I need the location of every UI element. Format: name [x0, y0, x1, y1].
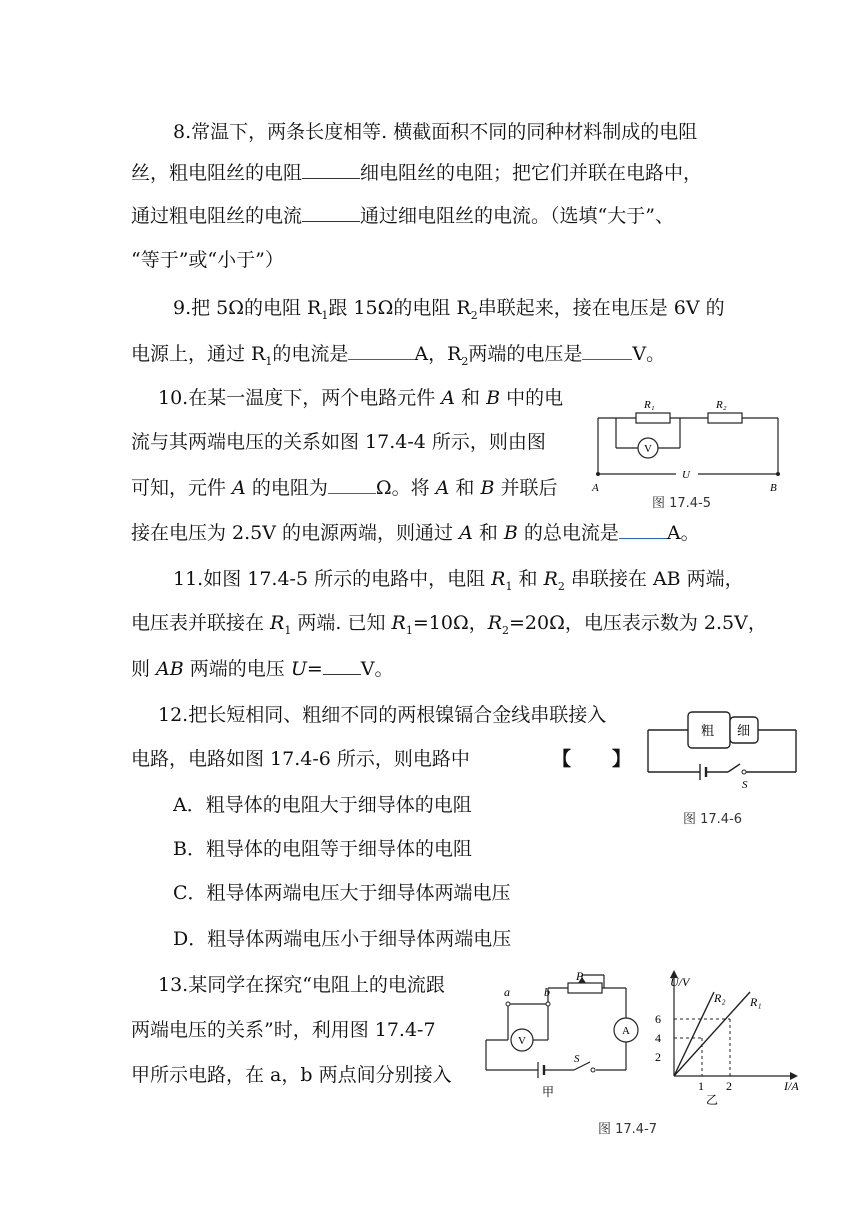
y-tick-6: 6 — [655, 1012, 661, 1026]
q8-line-4: “等于”或“小于”） — [131, 249, 284, 271]
option-c[interactable]: C．粗导体两端电压大于细导体两端电压 — [173, 882, 511, 904]
q10-text: 和 — [472, 522, 504, 544]
q8-line-3 — [131, 203, 674, 228]
q11-text: 和 — [512, 568, 544, 590]
voltmeter-label: V — [644, 443, 652, 455]
q11-text: = — [306, 658, 323, 680]
var-A: A — [459, 522, 473, 544]
q9-text: A，R — [414, 343, 462, 365]
figure-caption: 图 17.4-5 — [652, 496, 712, 511]
q13-line-1: 13.某同学在探究“电阻上的电流跟 — [158, 974, 445, 996]
q9-line-1 — [173, 296, 725, 320]
thin-wire-label: 细 — [737, 723, 751, 738]
subscript: 2 — [502, 623, 510, 637]
answer-blank[interactable] — [323, 656, 361, 675]
q12-line-1: 12.把长短相同、粗细不同的两根镍镉合金线串联接入 — [158, 704, 607, 726]
q8-line-2 — [131, 160, 702, 185]
answer-blank[interactable] — [619, 520, 667, 539]
terminal-a-dot — [596, 472, 600, 476]
circuit-diagram-17-4-5 — [586, 394, 786, 498]
q11-text: 则 — [131, 658, 157, 680]
q9-text: V。 — [632, 343, 666, 365]
q9-text: 9.把 5Ω的电阻 R — [173, 297, 322, 319]
var-A: A — [435, 477, 450, 499]
label-b: B — [770, 482, 777, 494]
subscript: 1 — [265, 354, 273, 368]
q9-line-2 — [131, 341, 665, 366]
q8-text: 通过粗电阻丝的电流 — [131, 205, 303, 227]
label-r2: R₂ — [716, 399, 727, 411]
q10-text: 可知，元件 — [131, 477, 233, 499]
var-A: A — [232, 477, 246, 499]
point-a-dot — [506, 1002, 510, 1006]
y-tick-2: 2 — [655, 1050, 661, 1064]
q10-text: 10.在某一温度下，两个电路元件 — [158, 387, 442, 409]
option-d[interactable]: D．粗导体两端电压小于细导体两端电压 — [173, 928, 512, 950]
label-r1: R₁ — [644, 399, 655, 411]
point-b-dot — [546, 1002, 550, 1006]
u-i-graph-17-4-7-yi — [650, 966, 808, 1108]
label-p: P — [576, 969, 584, 983]
q9-text: 跟 15Ω的电阻 R — [328, 297, 471, 319]
switch-contact — [742, 770, 746, 774]
switch-label: S — [742, 779, 748, 791]
var-r: R — [491, 568, 506, 590]
q10-line-3 — [131, 475, 557, 500]
q10-text: A。 — [666, 522, 700, 544]
q13-line-2: 两端电压的关系”时，利用图 17.4-7 — [131, 1019, 436, 1041]
subscript: 2 — [470, 308, 478, 322]
answer-blank[interactable] — [348, 341, 414, 360]
thick-wire-label: 粗 — [701, 723, 715, 738]
var-r: R — [487, 612, 503, 634]
option-a[interactable]: A．粗导体的电阻大于细导体的电阻 — [173, 794, 472, 816]
subscript: 1 — [284, 623, 292, 637]
q9-text: 电源上，通过 R — [131, 343, 266, 365]
voltmeter-label: V — [518, 1035, 526, 1047]
circuit-diagram-17-4-6 — [640, 700, 804, 791]
switch-label: S — [574, 1053, 580, 1065]
answer-blank[interactable] — [582, 341, 632, 360]
x-tick-2: 2 — [726, 1079, 732, 1093]
q9-text: 串联起来，接在电压是 6V 的 — [477, 297, 725, 319]
var-A: A — [441, 387, 455, 409]
terminal-b-dot — [776, 472, 780, 476]
sub-figure-label: 甲 — [542, 1085, 555, 1099]
q10-text: 接在电压为 2.5V 的电源两端，则通过 — [131, 522, 460, 544]
figure-caption: 图 17.4-7 — [598, 1122, 658, 1137]
q10-text: 和 — [455, 387, 487, 409]
q12-line-2: 电路，电路如图 17.4-6 所示，则电路中 — [131, 748, 470, 770]
q9-text: 的电流是 — [272, 343, 349, 365]
ammeter-label: A — [622, 1025, 630, 1037]
label-a: a — [504, 985, 510, 999]
q8-text: 丝，粗电阻丝的电阻 — [131, 162, 303, 184]
q10-text: 的电阻为 — [245, 477, 328, 499]
subscript: 1 — [321, 308, 329, 322]
figure-caption: 图 17.4-6 — [683, 812, 743, 827]
subscript: 2 — [461, 354, 469, 368]
label-b: b — [544, 985, 550, 999]
y-tick-4: 4 — [655, 1031, 661, 1045]
label-a: A — [592, 482, 599, 494]
answer-bracket-left: 【 — [552, 748, 572, 770]
q8-text: 细电阻丝的电阻；把它们并联在电路中， — [360, 162, 703, 184]
switch-contact — [591, 1068, 595, 1072]
q11-line-3 — [131, 656, 394, 681]
subscript: 1 — [505, 579, 513, 593]
q11-line-2 — [131, 611, 767, 635]
answer-bracket-right: 】 — [612, 748, 632, 770]
r2-line — [674, 992, 714, 1076]
circuit-diagram-17-4-7-jia — [478, 970, 648, 1100]
q10-text: 中的电 — [500, 387, 564, 409]
r2-label: R₂ — [714, 991, 726, 1005]
answer-blank[interactable] — [328, 475, 376, 494]
option-b[interactable]: B．粗导体的电阻等于细导体的电阻 — [173, 838, 472, 860]
label-u: U — [682, 469, 690, 481]
y-axis-label: U/V — [670, 975, 690, 989]
q10-text: 并联后 — [494, 477, 558, 499]
q10-line-4 — [131, 520, 700, 545]
q9-text: 两端的电压是 — [468, 343, 583, 365]
answer-blank[interactable] — [302, 203, 360, 222]
q8-text: 通过细电阻丝的电流。（选填“大于”、 — [360, 205, 674, 227]
sub-figure-label: 乙 — [706, 1093, 719, 1107]
q10-line-1 — [158, 386, 563, 410]
subscript: 1 — [405, 623, 413, 637]
var-r: R — [270, 612, 285, 634]
q10-text: 的总电流是 — [517, 522, 619, 544]
q11-text: 两端的电压 — [183, 658, 291, 680]
q11-line-1 — [173, 567, 744, 591]
q11-text: 两端. 已知 — [291, 612, 392, 634]
q10-text: 和 — [449, 477, 481, 499]
var-r: R — [543, 568, 558, 590]
subscript: 2 — [557, 579, 565, 593]
var-r: R — [391, 612, 406, 634]
q8-line-1: 8.常温下，两条长度相等. 横截面积不同的同种材料制成的电阻 — [173, 121, 698, 143]
q11-text: 串联接在 AB 两端， — [564, 568, 744, 590]
r1-label: R₁ — [750, 995, 762, 1009]
x-axis-label: I/A — [784, 1079, 799, 1093]
q11-text: V。 — [360, 658, 394, 680]
q11-text: =20Ω，电压表示数为 2.5V， — [509, 612, 767, 634]
x-tick-1: 1 — [698, 1079, 704, 1093]
var-B: B — [480, 477, 495, 499]
q11-text: =10Ω， — [412, 612, 488, 634]
var-B: B — [486, 387, 501, 409]
var-ab: AB — [156, 658, 184, 680]
var-B: B — [503, 522, 518, 544]
q11-text: 11.如图 17.4-5 所示的电路中，电阻 — [173, 568, 492, 590]
q10-line-2: 流与其两端电压的关系如图 17.4-4 所示，则由图 — [131, 431, 546, 453]
q13-line-3: 甲所示电路，在 a，b 两点间分别接入 — [131, 1064, 452, 1086]
var-u: U — [290, 658, 307, 680]
r1-line — [674, 992, 750, 1076]
q10-text: Ω。将 — [375, 477, 436, 499]
answer-blank[interactable] — [302, 160, 360, 179]
q11-text: 电压表并联接在 — [131, 612, 271, 634]
